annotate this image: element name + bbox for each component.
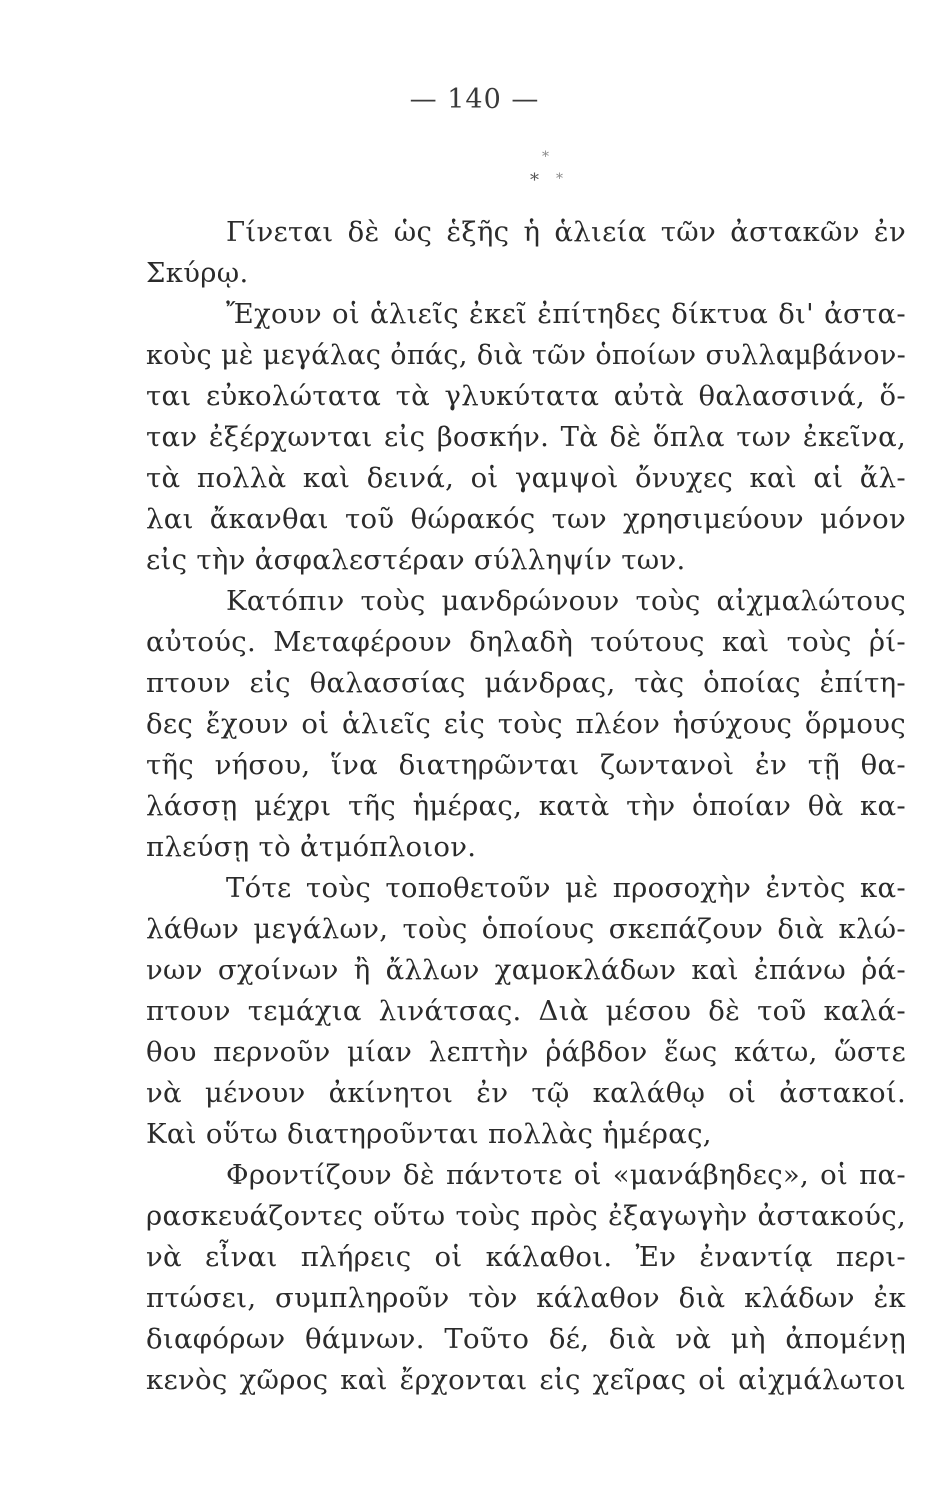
text-line: κενὸς χῶρος καὶ ἔρχονται εἰς χεῖρας οἱ αἰχμάλωτοι — [146, 1364, 906, 1396]
text-line: Φροντίζουν δὲ πάντοτε οἱ «μανάβηδες», οἱ πα- — [226, 1159, 906, 1191]
text-line: τῆς νήσου, ἵνα διατηρῶνται ζωντανοὶ ἐν τῇ θα- — [146, 749, 906, 781]
text-line: θου περνοῦν μίαν λεπτὴν ῥάβδον ἕως κάτω, ὥστε — [146, 1036, 906, 1068]
text-line: Κατόπιν τοὺς μανδρώνουν τοὺς αἰχμαλώτους — [226, 585, 906, 617]
text-line: νὰ εἶναι πλήρεις οἱ κάλαθοι. Ἐν ἐναντίᾳ περι- — [146, 1241, 906, 1273]
text-line: κοὺς μὲ μεγάλας ὀπάς, διὰ τῶν ὁποίων συλλαμβάνον- — [146, 340, 906, 371]
text-line: ρασκευάζοντες οὕτω τοὺς πρὸς ἐξαγωγὴν ἀστακούς, — [146, 1200, 906, 1232]
asterisk-right: * — [556, 171, 563, 187]
text-line: αὐτούς. Μεταφέρουν δηλαδὴ τούτους καὶ τοὺς ῥί- — [146, 626, 906, 658]
text-line: πλεύσῃ τὸ ἀτμόπλοιον. — [146, 831, 477, 863]
text-line: ται εὐκολώτατα τὰ γλυκύτατα αὐτὰ θαλασσινά, ὅ- — [146, 380, 906, 412]
text-line: λαι ἄκανθαι τοῦ θώρακός των χρησιμεύουν μόνον — [146, 503, 906, 535]
asterism-divider — [520, 150, 580, 202]
text-line: νων σχοίνων ἢ ἄλλων χαμοκλάδων καὶ ἐπάνω ῥά- — [146, 954, 906, 986]
text-line: τὰ πολλὰ καὶ δεινά, οἱ γαμψοὶ ὄνυχες καὶ αἱ ἄλ- — [146, 462, 906, 494]
body-text — [146, 212, 906, 1401]
text-line: διαφόρων θάμνων. Τοῦτο δέ, διὰ νὰ μὴ ἀπομένῃ — [146, 1323, 906, 1355]
text-line: Ἔχουν οἱ ἁλιεῖς ἐκεῖ ἐπίτηδες δίκτυα δι' ἀστα- — [226, 298, 906, 330]
text-line: Σκύρῳ. — [146, 257, 249, 289]
text-line: Τότε τοὺς τοποθετοῦν μὲ προσοχὴν ἐντὸς κα- — [226, 872, 906, 904]
page-number: — 140 — — [409, 84, 540, 115]
text-line: ταν ἐξέρχωνται εἰς βοσκήν. Τὰ δὲ ὅπλα των ἐκεῖνα, — [146, 421, 906, 453]
text-line: πτώσει, συμπληροῦν τὸν κάλαθον διὰ κλάδων ἐκ — [146, 1282, 906, 1314]
text-line: πτουν εἰς θαλασσίας μάνδρας, τὰς ὁποίας ἐπίτη- — [146, 667, 906, 699]
asterisk-top: * — [542, 149, 549, 165]
text-line: νὰ μένουν ἀκίνητοι ἐν τῷ καλάθῳ οἱ ἀστακοί. — [146, 1077, 906, 1109]
asterisk-left: * — [530, 170, 539, 191]
text-line: πτουν τεμάχια λινάτσας. Διὰ μέσου δὲ τοῦ καλά- — [146, 995, 906, 1027]
text-line: λάθων μεγάλων, τοὺς ὁποίους σκεπάζουν διὰ κλώ- — [146, 913, 906, 945]
text-line: Καὶ οὕτω διατηροῦνται πολλὰς ἡμέρας, — [146, 1118, 712, 1150]
text-line: εἰς τὴν ἀσφαλεστέραν σύλληψίν των. — [146, 544, 686, 576]
text-line: δες ἔχουν οἱ ἁλιεῖς εἰς τοὺς πλέον ἡσύχους ὅρμους — [146, 708, 906, 740]
text-line: Γίνεται δὲ ὡς ἑξῆς ἡ ἁλιεία τῶν ἀστακῶν ἐν — [226, 216, 906, 248]
text-line: λάσσῃ μέχρι τῆς ἡμέρας, κατὰ τὴν ὁποίαν θὰ κα- — [146, 790, 906, 822]
